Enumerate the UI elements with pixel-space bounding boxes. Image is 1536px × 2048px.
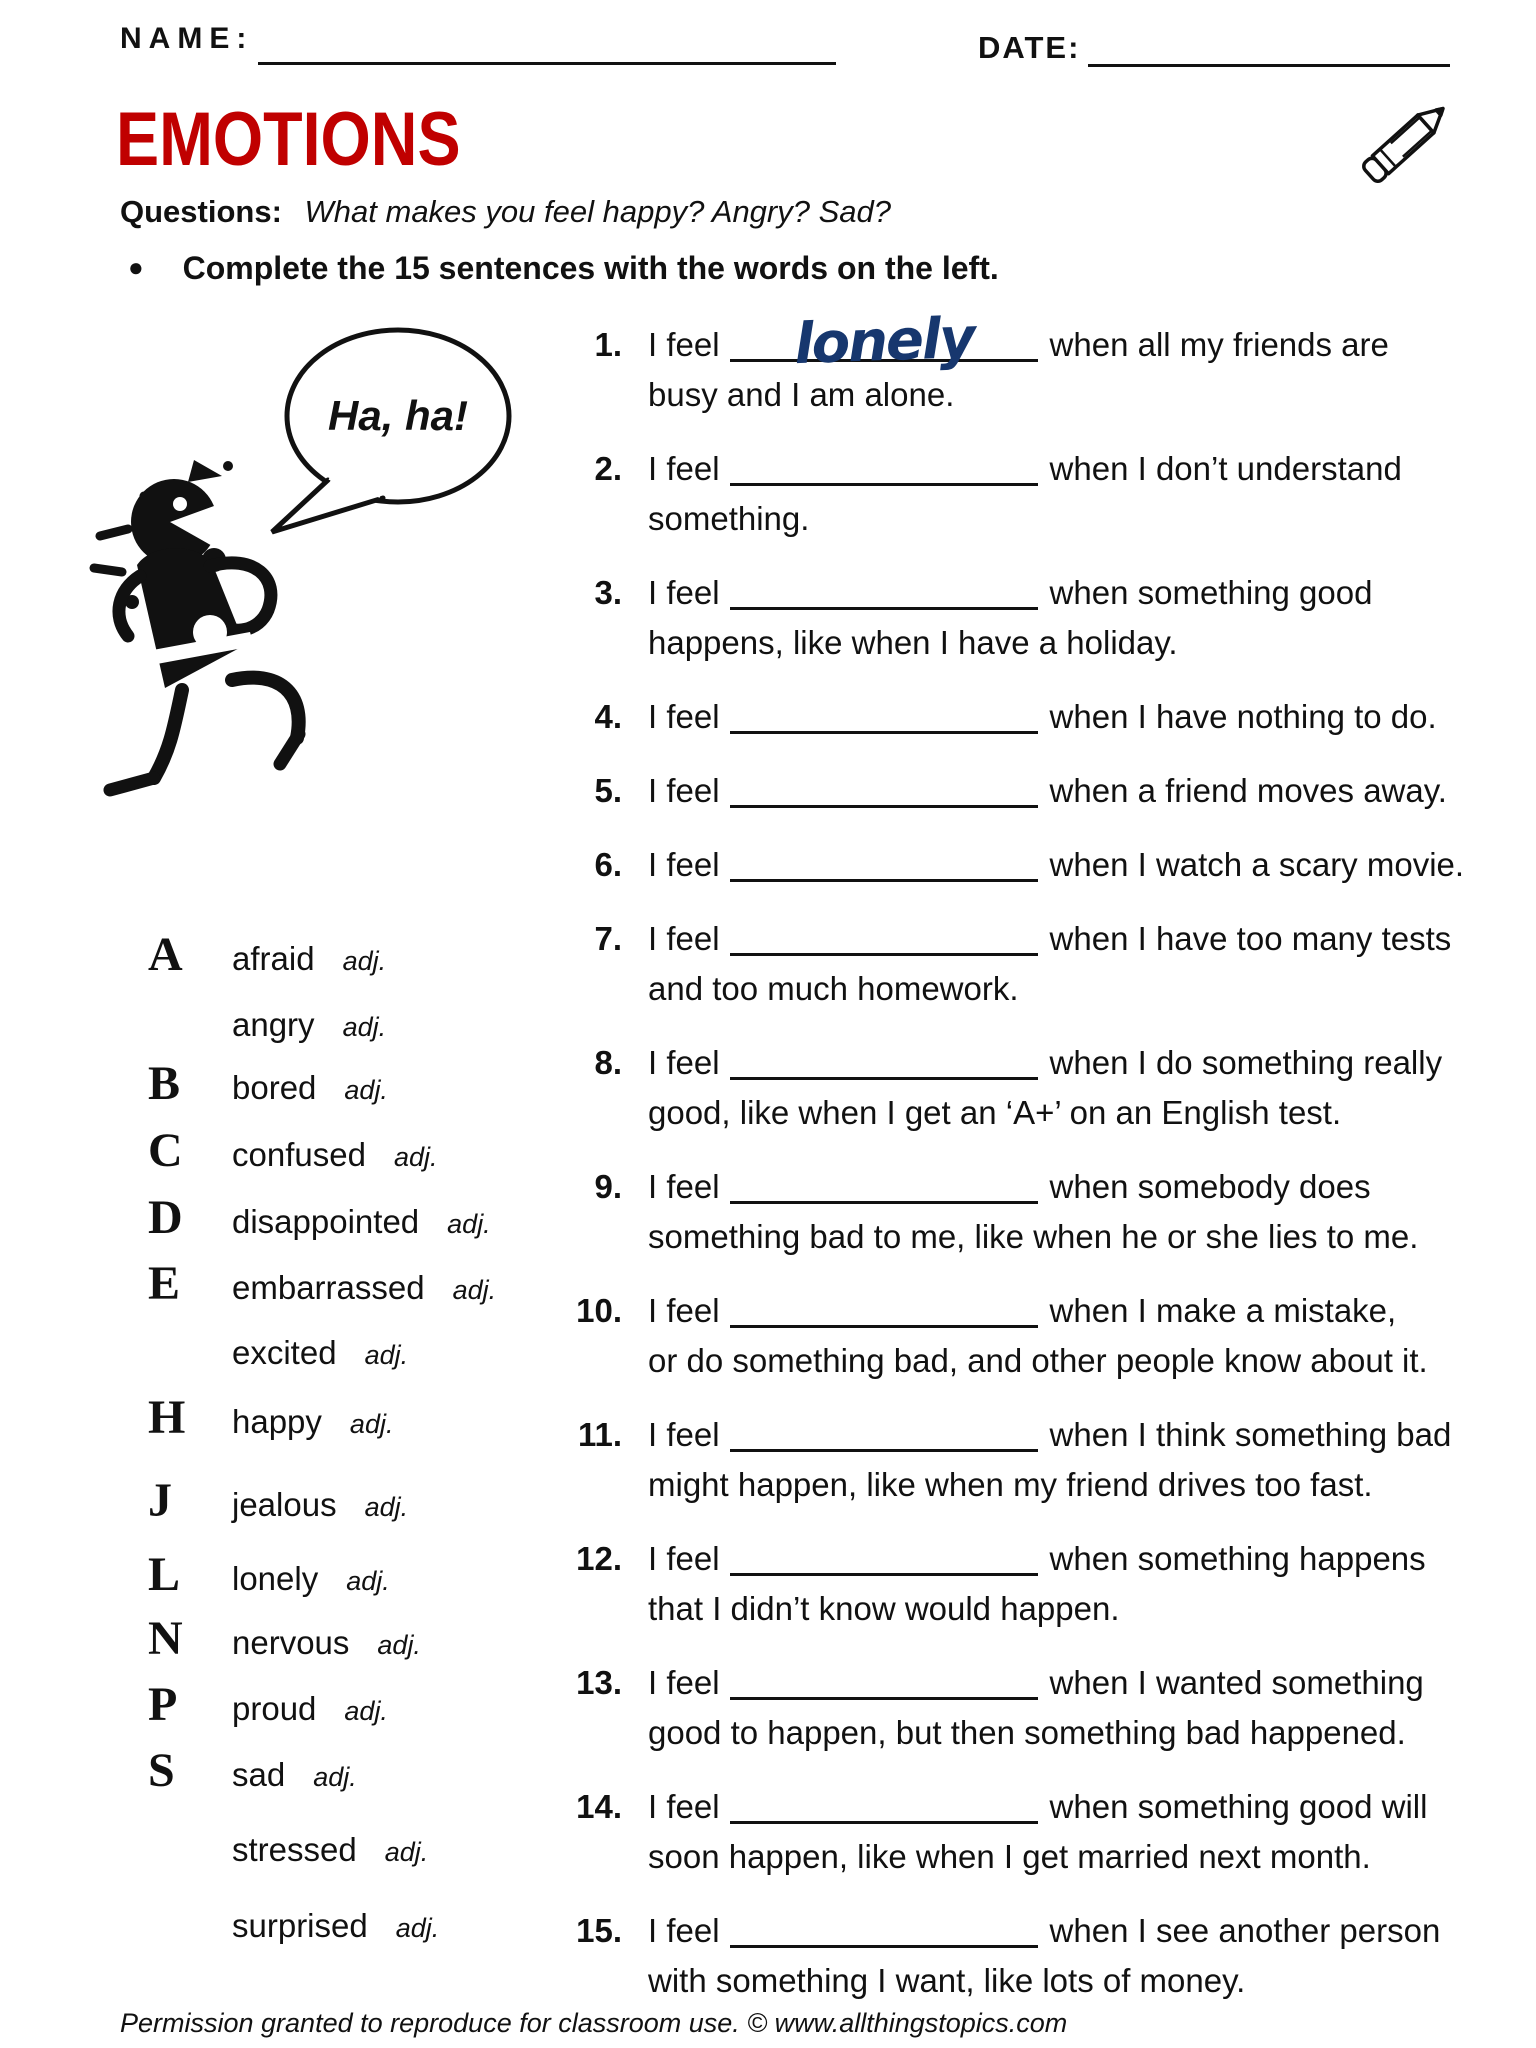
sentence-text: I feel: [648, 1788, 720, 1825]
word-list-letter: S: [148, 1744, 175, 1797]
sentence-item: [565, 1534, 1525, 1634]
word-list-pos: adj.: [377, 1630, 421, 1660]
word-list-word: embarrassed: [232, 1269, 425, 1306]
handwritten-answer: lonely: [792, 305, 975, 378]
sentence-text-line2: good to happen, but then something bad happened.: [648, 1714, 1406, 1751]
word-list-word: happy: [232, 1403, 322, 1440]
sentence-number: 15.: [576, 1912, 622, 1949]
word-list-pos: adj.: [342, 1012, 387, 1042]
instruction-text: Complete the 15 sentences with the words on the left.: [182, 250, 999, 286]
word-list-letter: D: [148, 1191, 183, 1244]
sentence-list: [565, 305, 1525, 2030]
sentence-number: 13.: [576, 1664, 622, 1701]
sentence-item: [565, 1410, 1525, 1510]
word-list-pos: adj.: [364, 1340, 409, 1370]
answer-blank[interactable]: [730, 771, 1038, 808]
sentence-text: I feel: [648, 1540, 720, 1577]
word-list-row: [148, 1000, 386, 1057]
word-list-word: afraid: [232, 940, 315, 977]
sentence-text: when all my friends are: [1049, 326, 1389, 363]
sentence-text: I feel: [648, 1168, 720, 1205]
answer-blank[interactable]: [730, 1415, 1038, 1452]
sentence-text: I feel: [648, 450, 720, 487]
sentence-text: when something good: [1049, 574, 1373, 611]
word-list-word: surprised: [232, 1907, 368, 1944]
word-list-word: confused: [232, 1136, 366, 1173]
sentence-text: when I wanted something: [1049, 1664, 1424, 1701]
questions-label: Questions:: [120, 194, 282, 229]
sentence-text: when something happens: [1049, 1540, 1426, 1577]
answer-blank[interactable]: [730, 845, 1038, 882]
sentence-item: [565, 1658, 1525, 1758]
word-list-pos: adj.: [452, 1275, 497, 1305]
word-list-letter: P: [148, 1678, 178, 1731]
sentence-number: 1.: [594, 326, 622, 363]
sentence-text: when I make a mistake,: [1049, 1292, 1397, 1329]
word-list-word: sad: [232, 1756, 286, 1793]
answer-blank[interactable]: [730, 1539, 1038, 1576]
word-list-row: [148, 1059, 388, 1120]
word-list-word: proud: [232, 1690, 317, 1727]
sentence-text: I feel: [648, 326, 720, 363]
word-list-row: [148, 1126, 437, 1187]
word-list-row: [148, 1193, 491, 1254]
word-list-word: excited: [232, 1334, 337, 1371]
sentence-number: 6.: [594, 846, 622, 883]
answer-blank[interactable]: [730, 1787, 1038, 1824]
word-list-row: [148, 1901, 439, 1958]
sentence-item: [565, 1286, 1525, 1386]
answer-blank[interactable]: [730, 449, 1038, 486]
answer-blank[interactable]: [730, 1663, 1038, 1700]
word-list-letter: E: [148, 1257, 181, 1310]
sentence-text-line2: something.: [648, 500, 810, 537]
sentence-text: when I have too many tests: [1049, 920, 1452, 957]
word-list-word: nervous: [232, 1624, 350, 1661]
sentence-text: I feel: [648, 846, 720, 883]
word-list-word: bored: [232, 1069, 317, 1106]
sentence-text-line2: and too much homework.: [648, 970, 1019, 1007]
word-list-letter: A: [148, 928, 183, 981]
page-title: EMOTIONS: [116, 97, 461, 182]
word-list-row: [148, 1550, 390, 1611]
word-list-row: [148, 930, 386, 991]
sentence-text: I feel: [648, 920, 720, 957]
word-list-word: angry: [232, 1006, 315, 1043]
word-list-letter: L: [148, 1548, 181, 1601]
sentence-text: I feel: [648, 1416, 720, 1453]
sentence-text-line2: that I didn’t know would happen.: [648, 1590, 1120, 1627]
answer-blank[interactable]: [730, 305, 1038, 378]
sentence-text: I feel: [648, 574, 720, 611]
sentence-text: I feel: [648, 698, 720, 735]
sentence-item: [565, 1162, 1525, 1262]
sentence-number: 3.: [594, 574, 622, 611]
instruction-row: [128, 250, 999, 287]
word-list-letter: N: [148, 1612, 183, 1665]
word-list-pos: adj.: [346, 1566, 390, 1596]
date-blank-line[interactable]: [1088, 38, 1450, 67]
word-list-pos: adj.: [447, 1209, 491, 1239]
word-list-row: [148, 1476, 408, 1537]
date-label: DATE:: [978, 30, 1081, 65]
word-list-pos: adj.: [349, 1409, 394, 1439]
sentence-text: when I have nothing to do.: [1049, 698, 1437, 735]
footer-copyright: Permission granted to reproduce for classroom use. © www.allthingstopics.com: [120, 2008, 1068, 2038]
sentence-text-line2: soon happen, like when I get married next month.: [648, 1838, 1371, 1875]
sentence-item: [565, 1038, 1525, 1138]
word-list-word: jealous: [232, 1486, 337, 1523]
questions-text: What makes you feel happy? Angry? Sad?: [304, 194, 892, 229]
name-blank-line[interactable]: [258, 34, 836, 65]
sentence-text: I feel: [648, 1292, 720, 1329]
sentence-item: [565, 840, 1525, 890]
name-label: NAME:: [120, 22, 254, 55]
sentence-text-line2: with something I want, like lots of money.: [648, 1962, 1246, 1999]
sentence-text-line2: might happen, like when my friend drives too fast.: [648, 1466, 1373, 1503]
word-list-letter: B: [148, 1057, 181, 1110]
word-list-letter: C: [148, 1124, 183, 1177]
answer-blank[interactable]: [730, 1043, 1038, 1080]
sentence-number: 7.: [594, 920, 622, 957]
word-list-row: [148, 1680, 388, 1741]
word-list-pos: adj.: [342, 946, 387, 976]
word-list-pos: adj.: [395, 1913, 440, 1943]
sentence-text: when a friend moves away.: [1049, 772, 1447, 809]
sentence-text-line2: busy and I am alone.: [648, 376, 955, 413]
word-list-row: [148, 1614, 421, 1675]
sentence-text: when I watch a scary movie.: [1049, 846, 1465, 883]
word-list-word: disappointed: [232, 1203, 420, 1240]
word-list-row: [148, 1393, 393, 1454]
answer-blank[interactable]: [730, 1291, 1038, 1328]
answer-blank[interactable]: [730, 1167, 1038, 1204]
word-list-row: [148, 1259, 496, 1320]
sentence-text: I feel: [648, 772, 720, 809]
sentence-number: 11.: [577, 1416, 622, 1453]
sentence-item: [565, 692, 1525, 742]
answer-blank[interactable]: [730, 919, 1038, 956]
sentence-text: I feel: [648, 1044, 720, 1081]
questions-row: [120, 194, 891, 230]
sentence-text-line2: or do something bad, and other people know about it.: [648, 1342, 1428, 1379]
sentence-number: 9.: [594, 1168, 622, 1205]
word-list-pos: adj.: [313, 1762, 357, 1792]
sentence-number: 2.: [594, 450, 622, 487]
sentence-text: when I think something bad: [1049, 1416, 1452, 1453]
sentence-text-line2: something bad to me, like when he or she lies to me.: [648, 1218, 1419, 1255]
sentence-number: 4.: [594, 698, 622, 735]
word-list-letter: H: [148, 1391, 186, 1444]
word-list-row: [148, 1328, 408, 1385]
word-list-word: lonely: [232, 1560, 319, 1597]
sentence-number: 8.: [594, 1044, 622, 1081]
word-list-row: [148, 1825, 428, 1882]
speech-bubble-text: Ha, ha!: [327, 392, 469, 439]
sentence-text: when I don’t understand: [1049, 450, 1402, 487]
sentence-text: when somebody does: [1049, 1168, 1371, 1205]
sentence-item: [565, 444, 1525, 544]
sentence-text-line2: happens, like when I have a holiday.: [648, 624, 1178, 661]
laughing-figure-clipart: [82, 458, 382, 818]
word-list-pos: adj.: [364, 1492, 409, 1522]
sentence-item: [565, 568, 1525, 668]
sentence-item: [565, 305, 1525, 420]
word-list-pos: adj.: [393, 1142, 438, 1172]
sentence-text: when something good will: [1049, 1788, 1428, 1825]
sentence-number: 14.: [576, 1788, 622, 1825]
sentence-text-line2: good, like when I get an ‘A+’ on an English test.: [648, 1094, 1342, 1131]
sentence-item: [565, 766, 1525, 816]
sentence-number: 5.: [594, 772, 622, 809]
answer-blank[interactable]: [730, 573, 1038, 610]
word-list-row: [148, 1746, 357, 1807]
sentence-number: 10.: [576, 1292, 622, 1329]
sentence-text: when I do something really: [1049, 1044, 1443, 1081]
word-list-pos: adj.: [344, 1696, 388, 1726]
pencil-icon: [1348, 90, 1468, 190]
sentence-text: when I see another person: [1049, 1912, 1441, 1949]
sentence-item: [565, 914, 1525, 1014]
sentence-item: [565, 1782, 1525, 1882]
answer-blank[interactable]: [730, 1911, 1038, 1948]
answer-blank[interactable]: [730, 697, 1038, 734]
word-list-pos: adj.: [384, 1837, 429, 1867]
sentence-item: [565, 1906, 1525, 2006]
sentence-text: I feel: [648, 1912, 720, 1949]
word-list-word: stressed: [232, 1831, 357, 1868]
sentence-text: I feel: [648, 1664, 720, 1701]
bullet-icon: ●: [128, 252, 144, 282]
word-list-pos: adj.: [344, 1075, 388, 1105]
sentence-number: 12.: [576, 1540, 622, 1577]
word-list-letter: J: [148, 1474, 172, 1527]
